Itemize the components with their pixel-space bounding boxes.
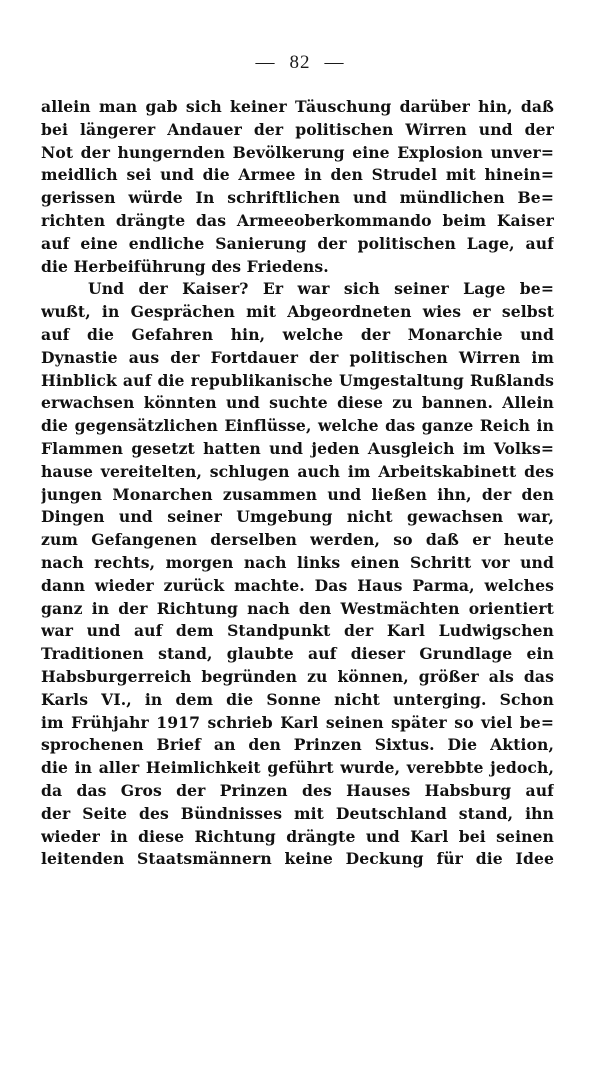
text-line: Not der hungernden Bevölkerung eine Explosion unver= [41,142,554,162]
text-line: bei längerer Andauer der politischen Wirren und der [41,119,554,139]
text-line: da das Gros der Prinzen des Hauses Habsburg auf [41,780,554,800]
text-line: gerissen würde In schriftlichen und mündlichen Be= [41,188,554,208]
text-line: Hinblick auf die republikanische Umgestaltung Rußlands [41,370,554,390]
text-line-paragraph-start: Und der Kaiser? Er war sich seiner Lage be= [88,279,554,299]
text-line: dann wieder zurück machte. Das Haus Parma, welches [41,575,554,595]
text-line: Dingen und seiner Umgebung nicht gewachsen war, [41,507,554,527]
text-line: jungen Monarchen zusammen und ließen ihn, der den [41,484,554,504]
text-line: nach rechts, morgen nach links einen Schritt vor und [41,552,554,572]
text-line: zum Gefangenen derselben werden, so daß er heute [41,530,554,550]
text-line: Karls VI., in dem die Sonne nicht unterging. Schon [41,689,554,709]
text-line: erwachsen könnten und suchte diese zu bannen. Allein [41,393,554,413]
text-line: Habsburgerreich begründen zu können, größer als das [41,666,554,686]
page-number [0,52,600,74]
text-line: wußt, in Gesprächen mit Abgeordneten wies er selbst [41,302,554,322]
text-line: hause vereitelten, schlugen auch im Arbeitskabinett des [41,461,554,481]
text-line: die gegensätzlichen Einflüsse, welche das ganze Reich in [41,416,554,436]
page-number-value: 82 [289,52,311,73]
text-line: Flammen gesetzt hatten und jeden Ausgleich im Volks= [41,438,554,458]
page-number-dash-right: — [324,52,345,73]
text-line: sprochenen Brief an den Prinzen Sixtus. Die Aktion, [41,735,554,755]
text-line: wieder in diese Richtung drängte und Karl bei seinen [41,826,554,846]
text-line: meidlich sei und die Armee in den Strudel mit hinein= [41,165,554,185]
text-line: leitenden Staatsmännern keine Deckung für die Idee [41,849,554,869]
text-line: Dynastie aus der Fortdauer der politischen Wirren im [41,347,554,367]
text-line: ganz in der Richtung nach den Westmächten orientiert [41,598,554,618]
text-line: auf eine endliche Sanierung der politischen Lage, auf [41,233,554,253]
text-line: Traditionen stand, glaubte auf dieser Grundlage ein [41,644,554,664]
text-line-paragraph-end: die Herbeiführung des Friedens. [41,256,329,276]
text-line: auf die Gefahren hin, welche der Monarchie und [41,324,554,344]
text-line: war und auf dem Standpunkt der Karl Ludwigschen [41,621,554,641]
text-line: im Frühjahr 1917 schrieb Karl seinen später so viel be= [41,712,554,732]
text-line: die in aller Heimlichkeit geführt wurde, verebbte jedoch, [41,758,554,778]
text-line: der Seite des Bündnisses mit Deutschland stand, ihn [41,803,554,823]
page-number-dash-left: — [255,52,276,73]
text-line: richten drängte das Armeeoberkommando beim Kaiser [41,210,554,230]
body-text [41,96,554,871]
text-line: allein man gab sich keiner Täuschung darüber hin, daß [41,97,554,116]
